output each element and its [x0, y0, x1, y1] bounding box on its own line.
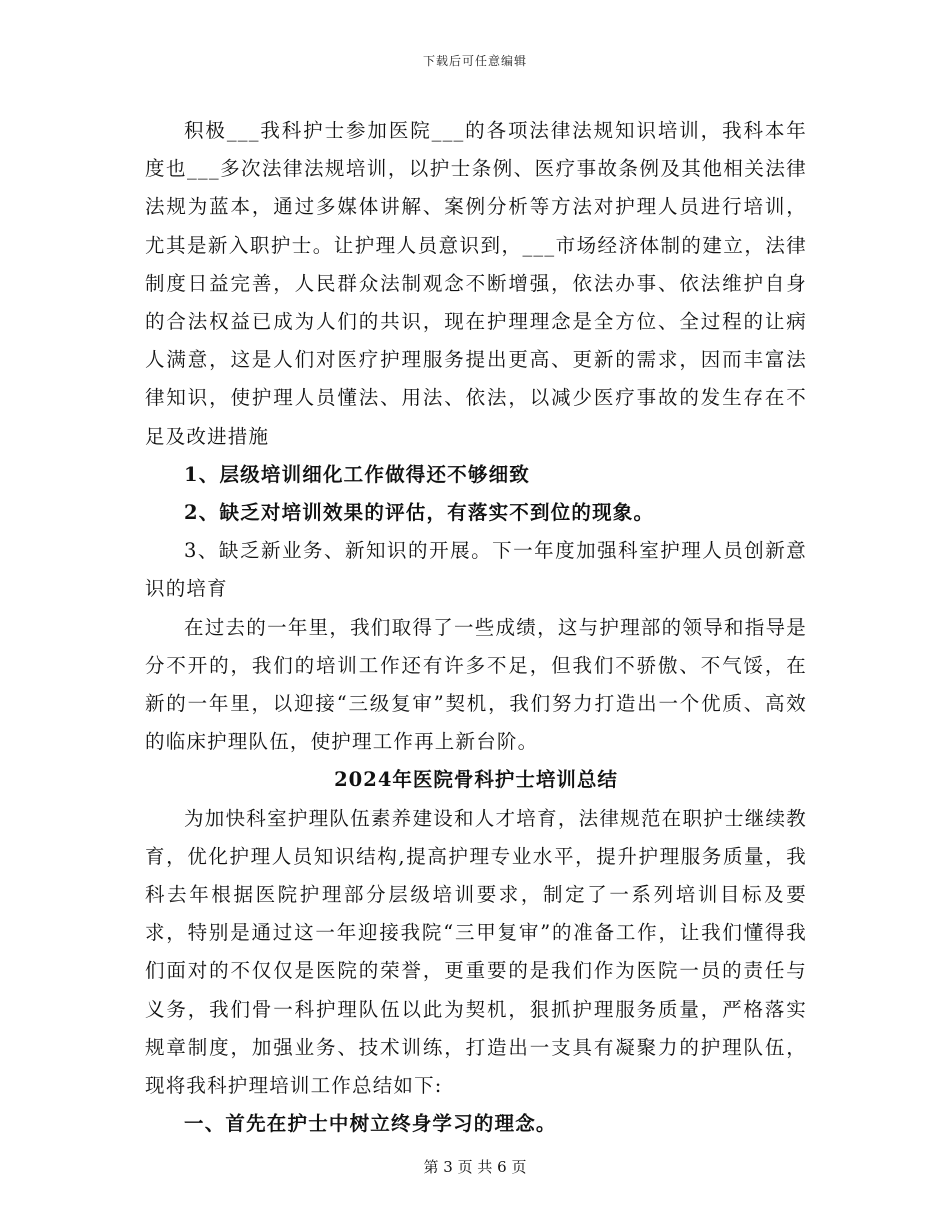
section-heading-1: 一、首先在护士中树立终身学习的理念。	[184, 1112, 557, 1136]
deficiency-item-2: 2、缺乏对培训效果的评估，有落实不到位的现象。	[184, 501, 655, 525]
page-number: 第 3 页 共 6 页	[423, 1158, 527, 1176]
page-header-note: 下载后可任意编辑	[422, 54, 527, 68]
deficiency-item-3: 3、缺乏新业务、新知识的开展。下一年度加强科室护理人员创新意识的培育	[145, 539, 807, 601]
document-body	[145, 112, 807, 1143]
deficiency-item-1: 1、层级培训细化工作做得还不够细致	[184, 462, 530, 486]
paragraph-introduction: 为加快科室护理队伍素养建设和人才培育，法律规范在职护士继续教育，优化护理人员知识结构,提高护理专业水平，提升护理服务质量，我科去年根据医院护理部分层级培训要求，制定了一系列培训目标及要求，特别是通过这一年迎接我院“三甲复审”的准备工作，让我们懂得我们面对的不仅仅是医院的荣誉，更重要的是我们作为医院一员的责任与义务，我们骨一科护理队伍以此为契机，狠抓护理服务质量，严格落实规章制度，加强业务、技术训练，打造出一支具有凝聚力的护理队伍，现将我科护理培训工作总结如下:	[145, 806, 807, 1098]
paragraph-legal-training: 积极___我科护士参加医院___的各项法律法规知识培训，我科本年度也___多次法律法规培训，以护士条例、医疗事故条例及其他相关法律法规为蓝本，通过多媒体讲解、案例分析等方法对护理人员进行培训，尤其是新入职护士。让护理人员意识到，___市场经济体制的建立，法律制度日益完善，人民群众法制观念不断增强，依法办事、依法维护自身的合法权益已成为人们的共识，现在护理理念是全方位、全过程的让病人满意，这是人们对医疗护理服务提出更高、更新的需求，因而丰富法律知识，使护理人员懂法、用法、依法，以减少医疗事故的发生存在不足及改进措施	[145, 119, 807, 448]
document-title: 2024年医院骨科护士培训总结	[334, 768, 618, 792]
paragraph-conclusion: 在过去的一年里，我们取得了一些成绩，这与护理部的领导和指导是分不开的，我们的培训工作还有许多不足，但我们不骄傲、不气馁，在新的一年里，以迎接“三级复审”契机，我们努力打造出一个优质、高效的临床护理队伍，使护理工作再上新台阶。	[145, 615, 807, 754]
